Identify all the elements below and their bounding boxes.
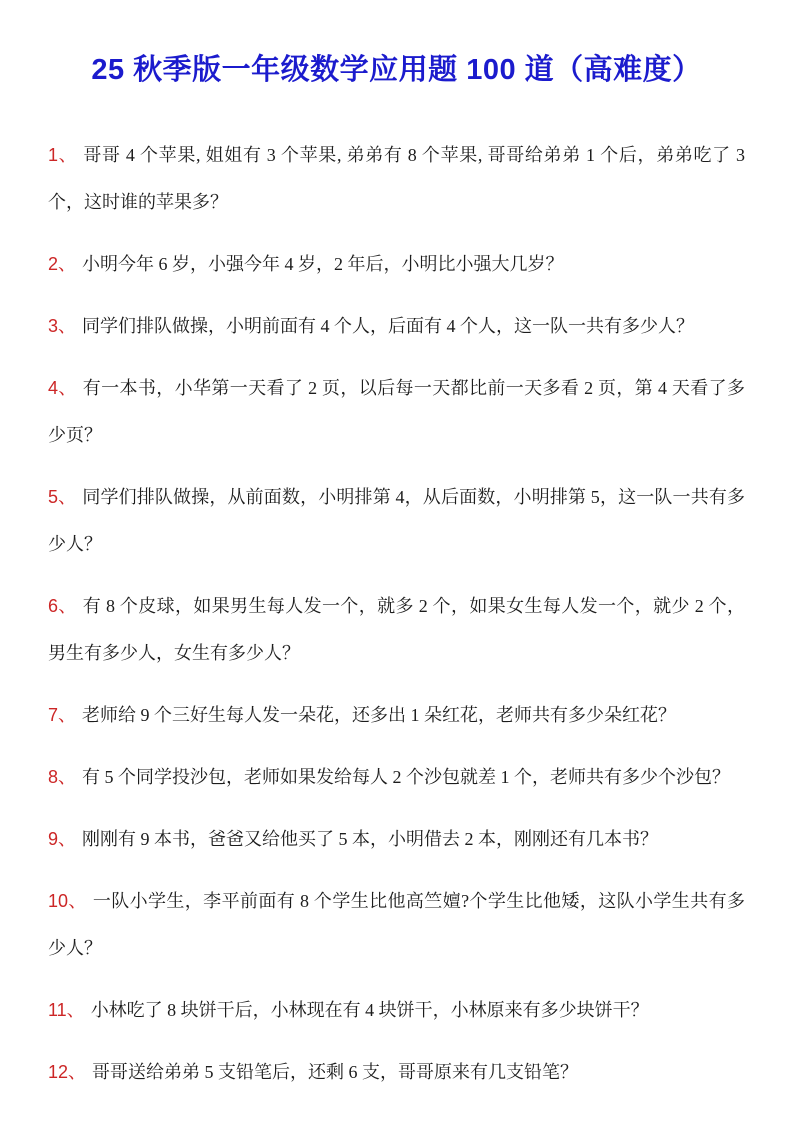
- question-item: [48, 132, 745, 226]
- question-item: [48, 474, 745, 568]
- question-text: 同学们排队做操，从前面数，小明排第 4，从后面数，小明排第 5，这一队一共有多少人？: [48, 487, 745, 554]
- question-number: 10、: [48, 891, 87, 911]
- question-number: 6、: [48, 596, 77, 616]
- question-number: 9、: [48, 829, 77, 849]
- question-number: 8、: [48, 767, 77, 787]
- question-number: 1、: [48, 145, 78, 165]
- question-number: 2、: [48, 254, 77, 274]
- question-text: 哥哥送给弟弟 5 支铅笔后，还剩 6 支，哥哥原来有几支铅笔？: [92, 1062, 579, 1082]
- question-number: 12、: [48, 1062, 87, 1082]
- question-text: 老师给 9 个三好生每人发一朵花，还多出 1 朵红花，老师共有多少朵红花？: [82, 705, 677, 725]
- question-text: 小明今年 6 岁，小强今年 4 岁，2 年后，小明比小强大几岁？: [82, 254, 564, 274]
- question-text: 同学们排队做操，小明前面有 4 个人，后面有 4 个人，这一队一共有多少人？: [82, 316, 695, 336]
- question-item: [48, 816, 745, 863]
- question-item: [48, 987, 745, 1034]
- question-item: [48, 692, 745, 739]
- question-item: [48, 303, 745, 350]
- question-text: 有 8 个皮球，如果男生每人发一个，就多 2 个，如果女生每人发一个，就少 2 个，男生有多少人，女生有多少人？: [48, 596, 745, 663]
- question-text: 小林吃了 8 块饼干后，小林现在有 4 块饼干，小林原来有多少块饼干？: [90, 1000, 649, 1020]
- question-number: 4、: [48, 378, 77, 398]
- question-item: [48, 1049, 745, 1096]
- question-text: 哥哥 4 个苹果, 姐姐有 3 个苹果, 弟弟有 8 个苹果, 哥哥给弟弟 1 个后，弟弟吃了 3 个，这时谁的苹果多？: [48, 145, 746, 212]
- question-text: 有 5 个同学投沙包，老师如果发给每人 2 个沙包就差 1 个，老师共有多少个沙包？: [82, 767, 731, 787]
- question-text: 刚刚有 9 本书，爸爸又给他买了 5 本，小明借去 2 本，刚刚还有几本书？: [82, 829, 659, 849]
- question-number: 7、: [48, 705, 77, 725]
- question-number: 5、: [48, 487, 77, 507]
- question-text: 一队小学生，李平前面有 8 个学生比他高竺嬗?个学生比他矮，这队小学生共有多少人？: [48, 891, 745, 958]
- question-item: [48, 365, 745, 459]
- question-item: [48, 241, 745, 288]
- question-number: 3、: [48, 316, 77, 336]
- question-list: [48, 132, 745, 1096]
- question-item: [48, 583, 745, 677]
- page-title: 25 秋季版一年级数学应用题 100 道（高难度）: [91, 54, 702, 86]
- question-text: 有一本书，小华第一天看了 2 页，以后每一天都比前一天多看 2 页，第 4 天看了多少页？: [48, 378, 745, 445]
- question-number: 11、: [48, 1000, 85, 1020]
- question-item: [48, 878, 745, 972]
- question-item: [48, 754, 745, 801]
